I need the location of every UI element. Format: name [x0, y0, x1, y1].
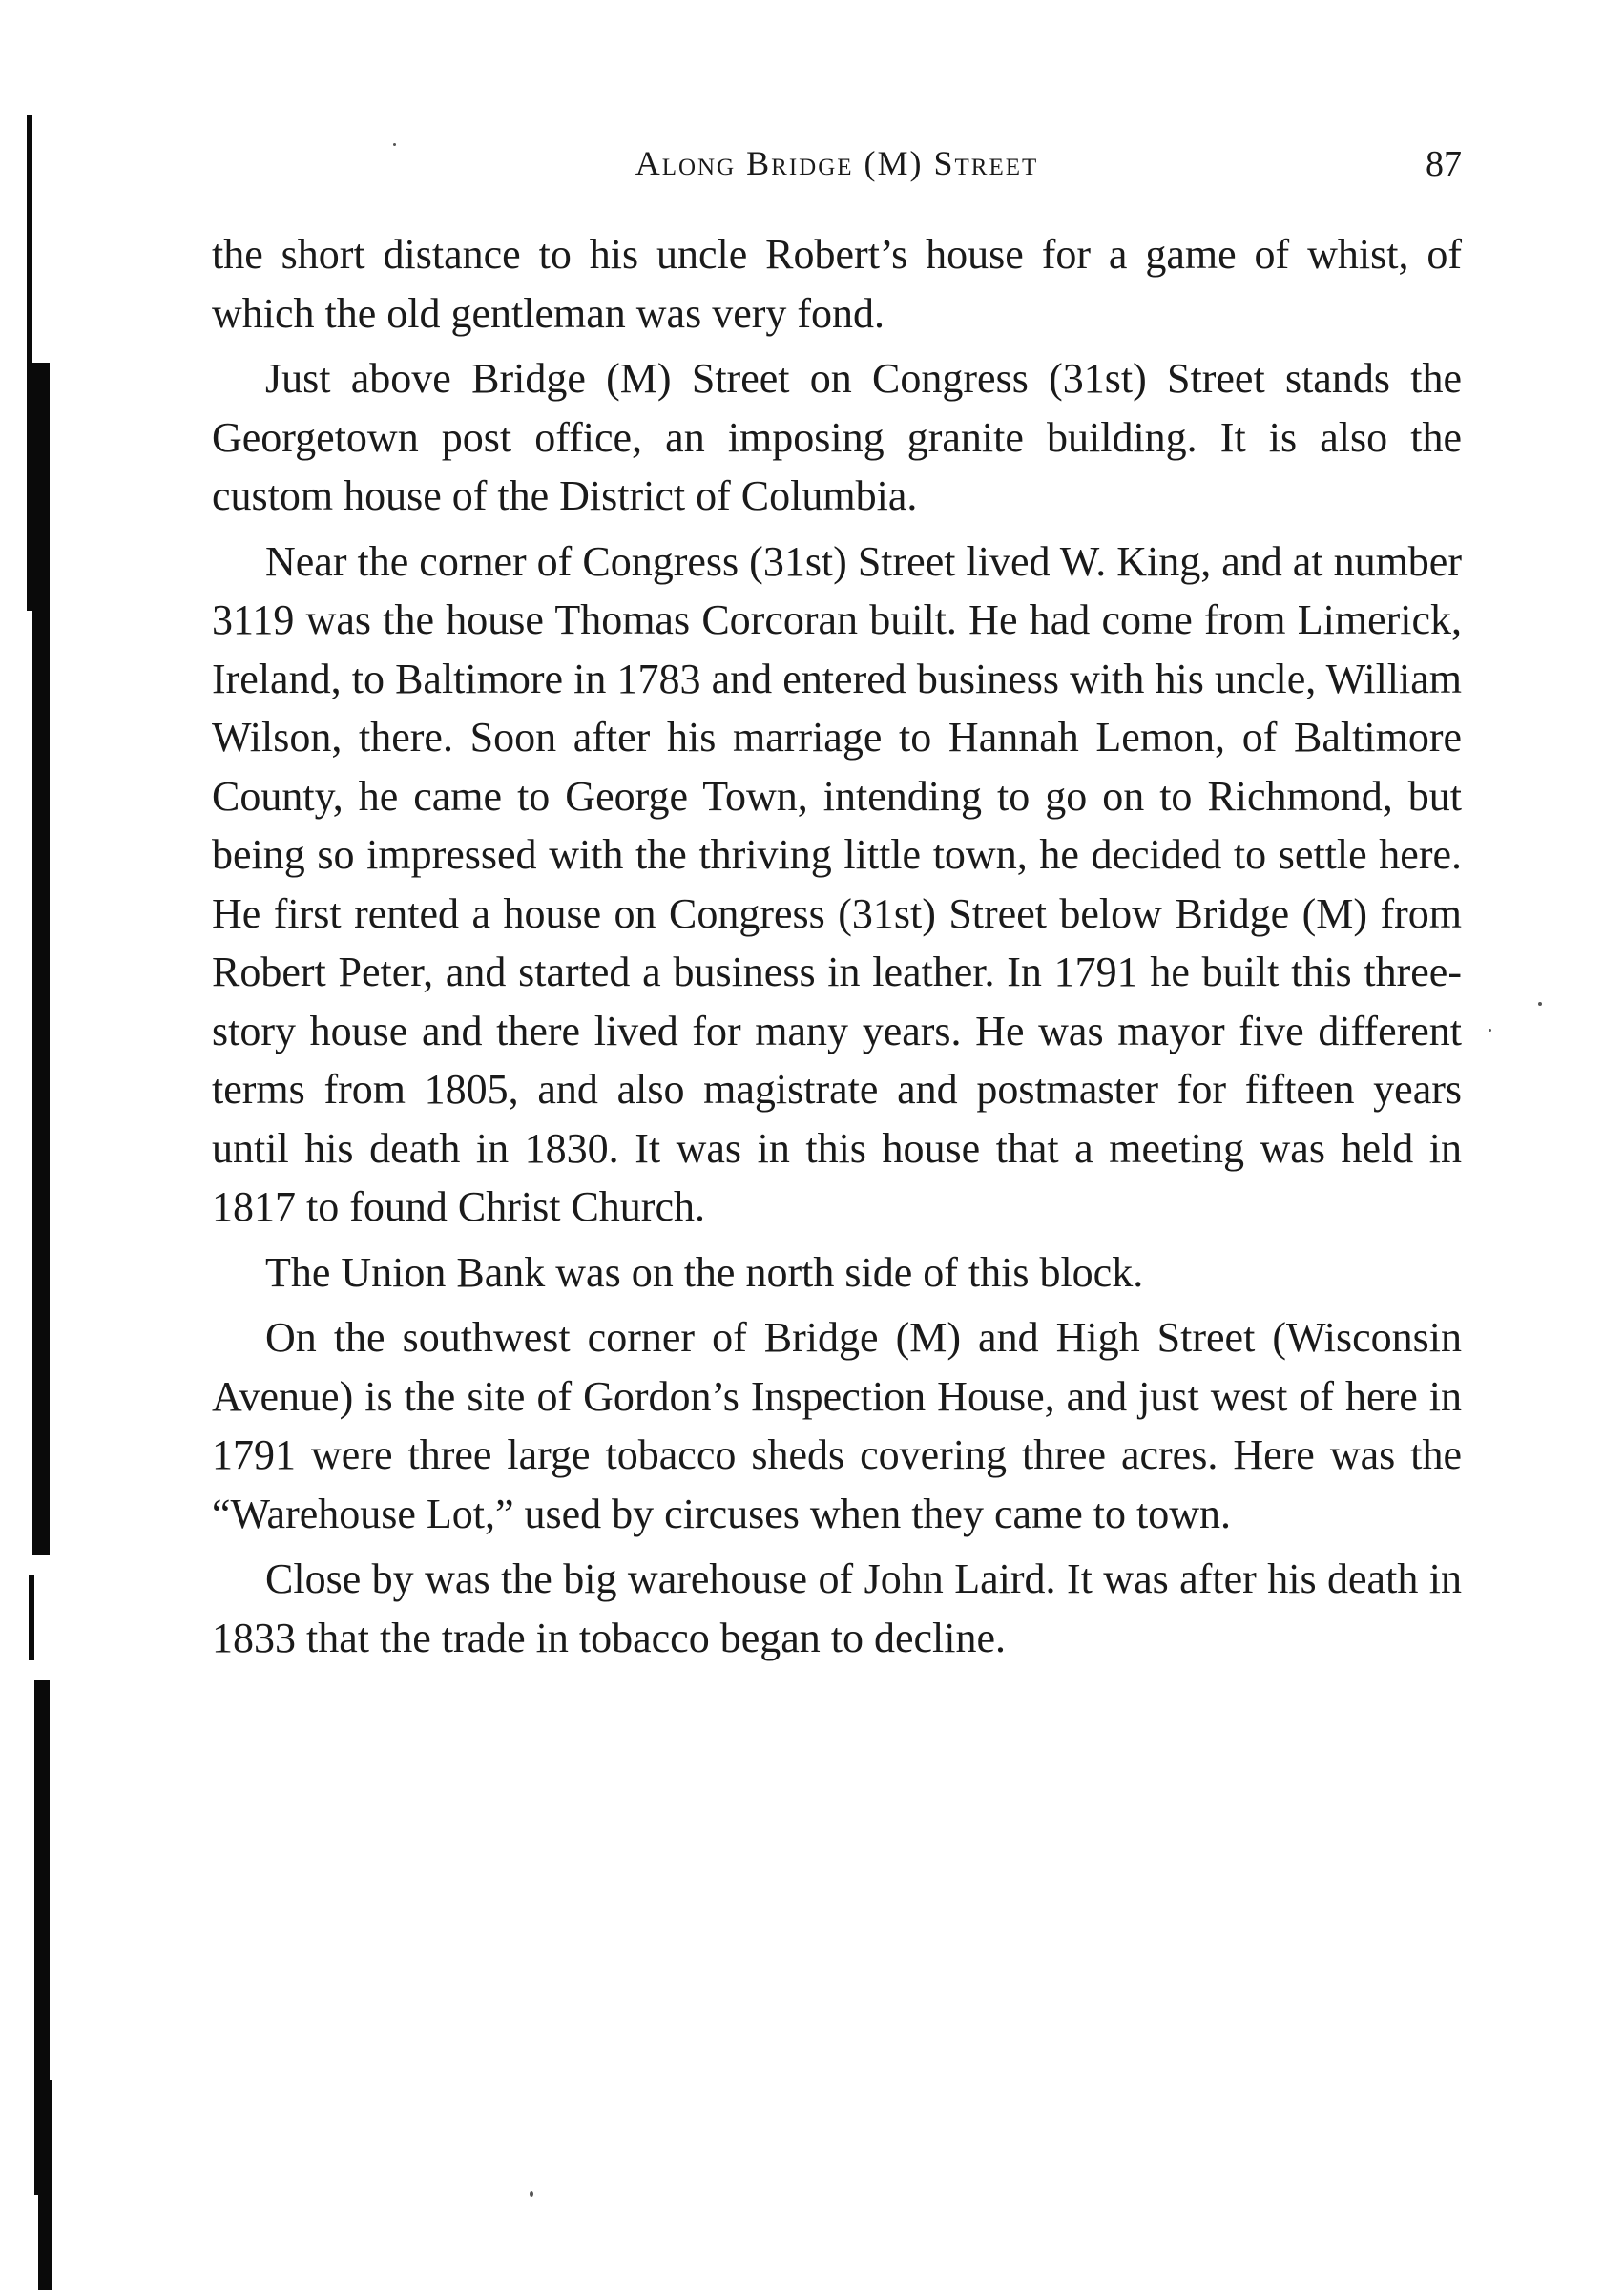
running-head: Along Bridge (M) Street [635, 144, 1039, 182]
paragraph: the short distance to his uncle Robert’s house for a game of whist, of which the old gentleman was very fond. [212, 231, 1462, 337]
binding-edge-mark [38, 2080, 52, 2290]
paragraph: On the southwest corner of Bridge (M) and High Street (Wisconsin Avenue) is the site of Gordon’s Inspection House, and just west of here in 1791 were three large tobacco sheds covering three acres. Here was the “Warehouse Lot,” used by circuses when they came to town. [212, 1314, 1462, 1537]
page-header [212, 143, 1462, 200]
body-text [212, 225, 1462, 1674]
speck [530, 2191, 533, 2197]
speck [1489, 1029, 1491, 1032]
paragraph: The Union Bank was on the north side of this block. [265, 1248, 1144, 1296]
paragraph: Close by was the big warehouse of John Laird. It was after his death in 1833 that the trade in tobacco began to decline. [212, 1555, 1462, 1661]
paragraph: Just above Bridge (M) Street on Congress (31st) Street stands the Georgetown post office, an imposing granite building. It is also the custom house of the District of Columbia. [212, 355, 1462, 519]
binding-edge-mark [29, 1575, 34, 1660]
page-number: 87 [1426, 144, 1462, 184]
speck [1538, 1002, 1542, 1006]
paragraph: Near the corner of Congress (31st) Street lived W. King, and at number 3119 was the house Thomas Corcoran built. He had come from Limerick, Ireland, to Baltimore in 1783 and entered business with his uncle, William Wilson, there. Soon after his marriage to Hannah Lemon, of Baltimore County, he came to George Town, intending to go on to Richmond, but being so impressed with the thriving little town, he decided to settle here. He first rented a house on Congress (31st) Street below Bridge (M) from Robert Peter, and started a business in leather. In 1791 he built this three-story house and there lived for many years. He was mayor five different terms from 1805, and also magistrate and postmaster for fifteen years until his death in 1830. It was in this house that a meeting was held in 1817 to found Christ Church. [212, 537, 1462, 1230]
binding-edge-mark [32, 363, 50, 1555]
